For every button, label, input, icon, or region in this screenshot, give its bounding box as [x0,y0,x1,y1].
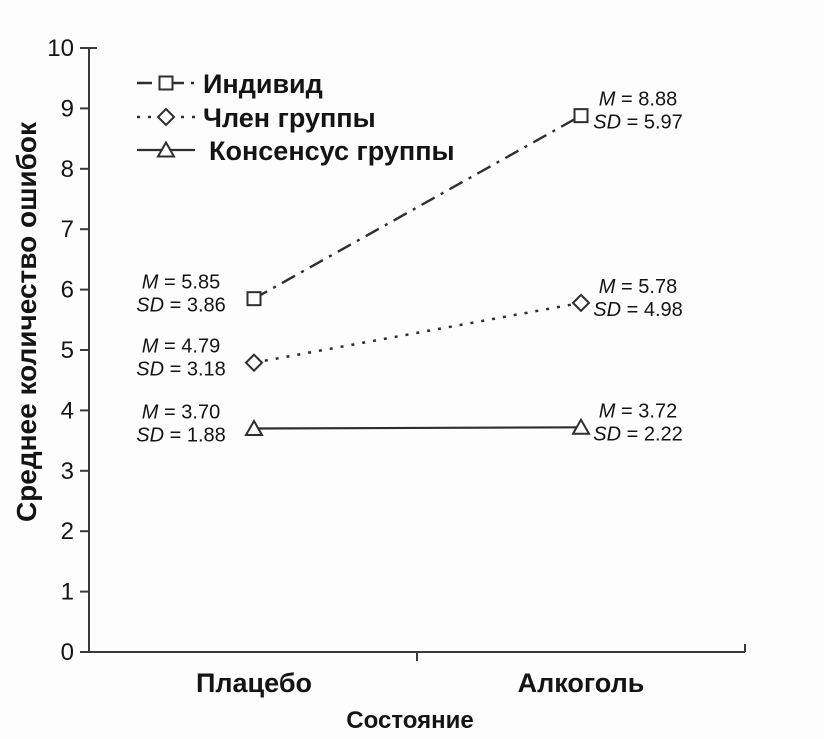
sd-label: SD = 1.88 [136,424,226,447]
mean-label: M = 4.79 [141,335,221,358]
y-tick-label: 9 [60,95,74,123]
mean-label: M = 3.70 [141,401,221,424]
sd-label: SD = 3.18 [136,358,226,381]
series-line-triangle [254,427,581,428]
x-axis-title: Состояние [346,707,474,734]
sd-label: SD = 2.22 [593,423,683,446]
mean-label: M = 8.88 [598,88,678,111]
y-tick-label: 4 [60,397,74,425]
y-tick-label: 0 [60,639,74,666]
mean-label: M = 5.78 [598,275,678,298]
sd-label: SD = 4.98 [593,298,683,321]
y-tick-label: 5 [60,337,74,364]
square-marker [248,292,261,305]
x-category-label: Алкоголь [517,668,645,698]
y-axis-title: Среднее количество ошибок [11,121,42,523]
y-tick-label: 1 [60,578,74,606]
y-tick-label: 3 [60,457,74,485]
sd-label: SD = 5.97 [593,111,683,134]
y-tick-label: 2 [60,518,74,546]
mean-label: M = 3.72 [598,400,678,423]
y-tick-label: 8 [60,155,74,183]
legend-label: Индивид [203,69,323,99]
y-tick-label: 10 [47,35,74,62]
y-tick-label: 6 [60,276,74,304]
legend-square-marker [160,77,173,90]
square-marker [575,109,588,122]
legend-label: Член группы [203,103,376,133]
sd-label: SD = 3.86 [136,294,226,317]
legend-label: Консенсус группы [209,136,455,166]
x-category-label: Плацебо [195,668,313,698]
mean-label: M = 5.85 [141,271,221,294]
y-tick-label: 7 [60,216,74,244]
